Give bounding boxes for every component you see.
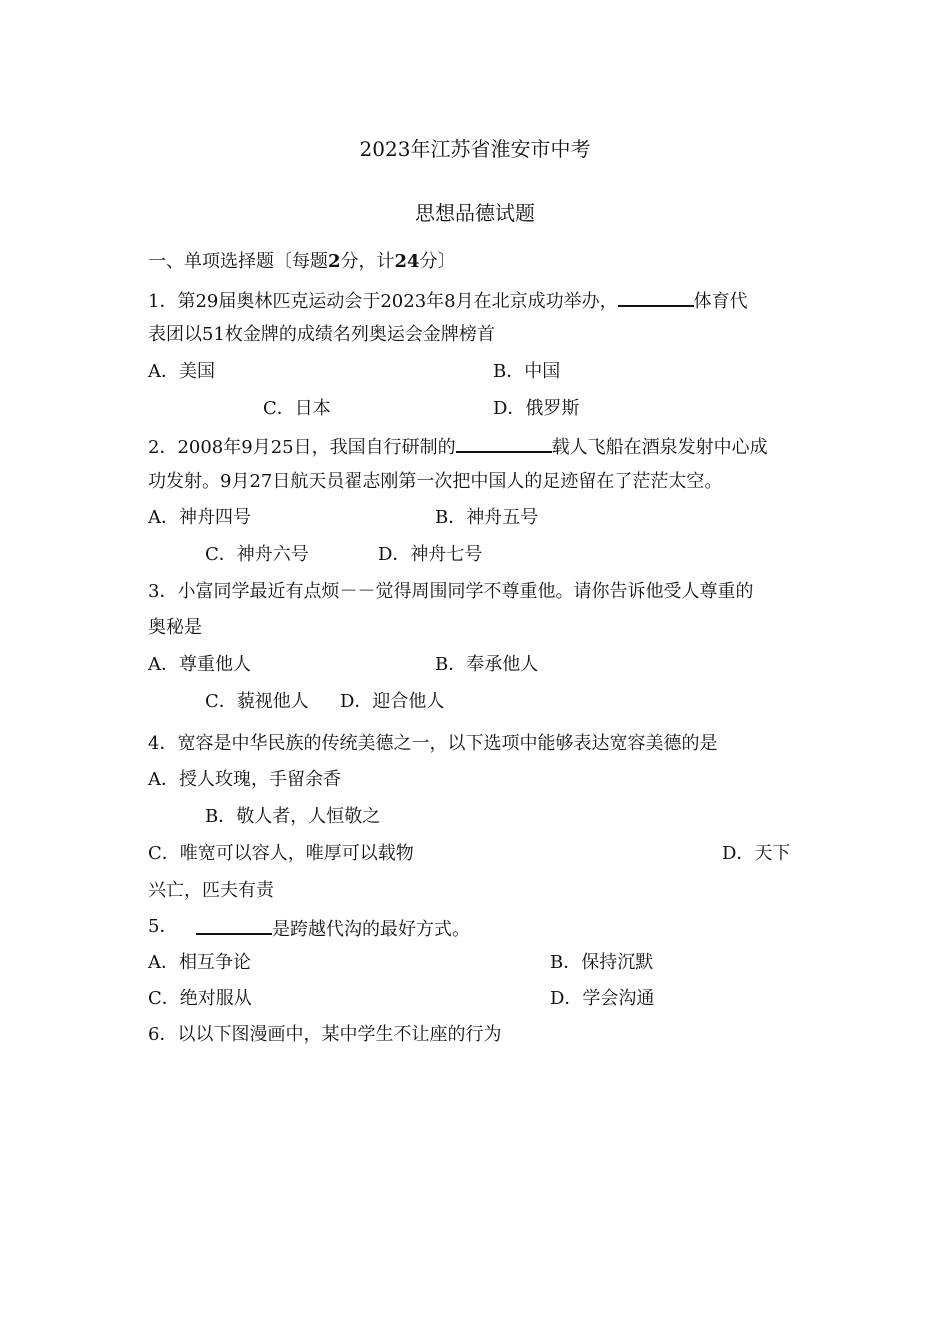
exam-title: 2023年江苏省淮安市中考 [359, 137, 591, 161]
answer-blank [196, 915, 272, 935]
q5-option-c: C．绝对服从 [148, 988, 252, 1009]
question-5-num: 5． [148, 916, 178, 937]
question-1-stem-cont: 表团以51枚金牌的成绩名列奥运会金牌榜首 [148, 324, 495, 345]
q3-option-c: C．藐视他人 [205, 691, 309, 712]
section-heading: 一、单项选择题〔每题2分，计24分〕 [148, 251, 456, 272]
q3-option-a: A．尊重他人 [148, 654, 251, 675]
question-5-stem: 是跨越代沟的最好方式。 [196, 915, 470, 942]
question-4-stem: 4．宽容是中华民族的传统美德之一，以下选项中能够表达宽容美德的是 [148, 733, 718, 754]
q5-option-b: B．保持沉默 [550, 952, 654, 973]
q4-option-b: B．敬人者，人恒敬之 [205, 806, 381, 827]
q2-option-a: A．神舟四号 [148, 507, 251, 528]
q4-option-d: D．天下 [722, 843, 791, 864]
q2-option-b: B．神舟五号 [435, 507, 539, 528]
q4-option-a: A．授人玫瑰，手留余香 [148, 769, 341, 790]
q1-option-b: B．中国 [493, 361, 561, 382]
q4-option-d-cont: 兴亡，匹夫有责 [148, 880, 274, 901]
question-2-stem-cont: 功发射。9月27日航天员翟志刚第一次把中国人的足迹留在了茫茫太空。 [148, 471, 723, 492]
q3-option-d: D．迎合他人 [340, 691, 445, 712]
answer-blank [456, 433, 552, 453]
question-3-stem-cont: 奥秘是 [148, 617, 202, 638]
q1-option-c: C．日本 [263, 398, 331, 419]
question-1-stem: 1．第29届奥林匹克运动会于2023年8月在北京成功举办， 体育代 [148, 287, 748, 314]
q3-option-b: B．奉承他人 [435, 654, 539, 675]
exam-subtitle: 思想品德试题 [415, 201, 535, 225]
q1-option-d: D．俄罗斯 [493, 398, 580, 419]
question-6-stem: 6．以以下图漫画中，某中学生不让座的行为 [148, 1024, 502, 1045]
q5-option-d: D．学会沟通 [550, 988, 655, 1009]
q2-option-c: C．神舟六号 [205, 544, 309, 565]
q5-option-a: A．相互争论 [148, 952, 251, 973]
question-2-stem: 2．2008年9月25日，我国自行研制的 载人飞船在酒泉发射中心成 [148, 433, 768, 460]
q2-option-d: D．神舟七号 [378, 544, 483, 565]
q4-option-c: C．唯宽可以容人，唯厚可以载物 [148, 843, 414, 864]
question-3-stem: 3．小富同学最近有点烦－－觉得周围同学不尊重他。请你告诉他受人尊重的 [148, 581, 754, 602]
answer-blank [618, 287, 694, 307]
q1-option-a: A．美国 [148, 361, 215, 382]
